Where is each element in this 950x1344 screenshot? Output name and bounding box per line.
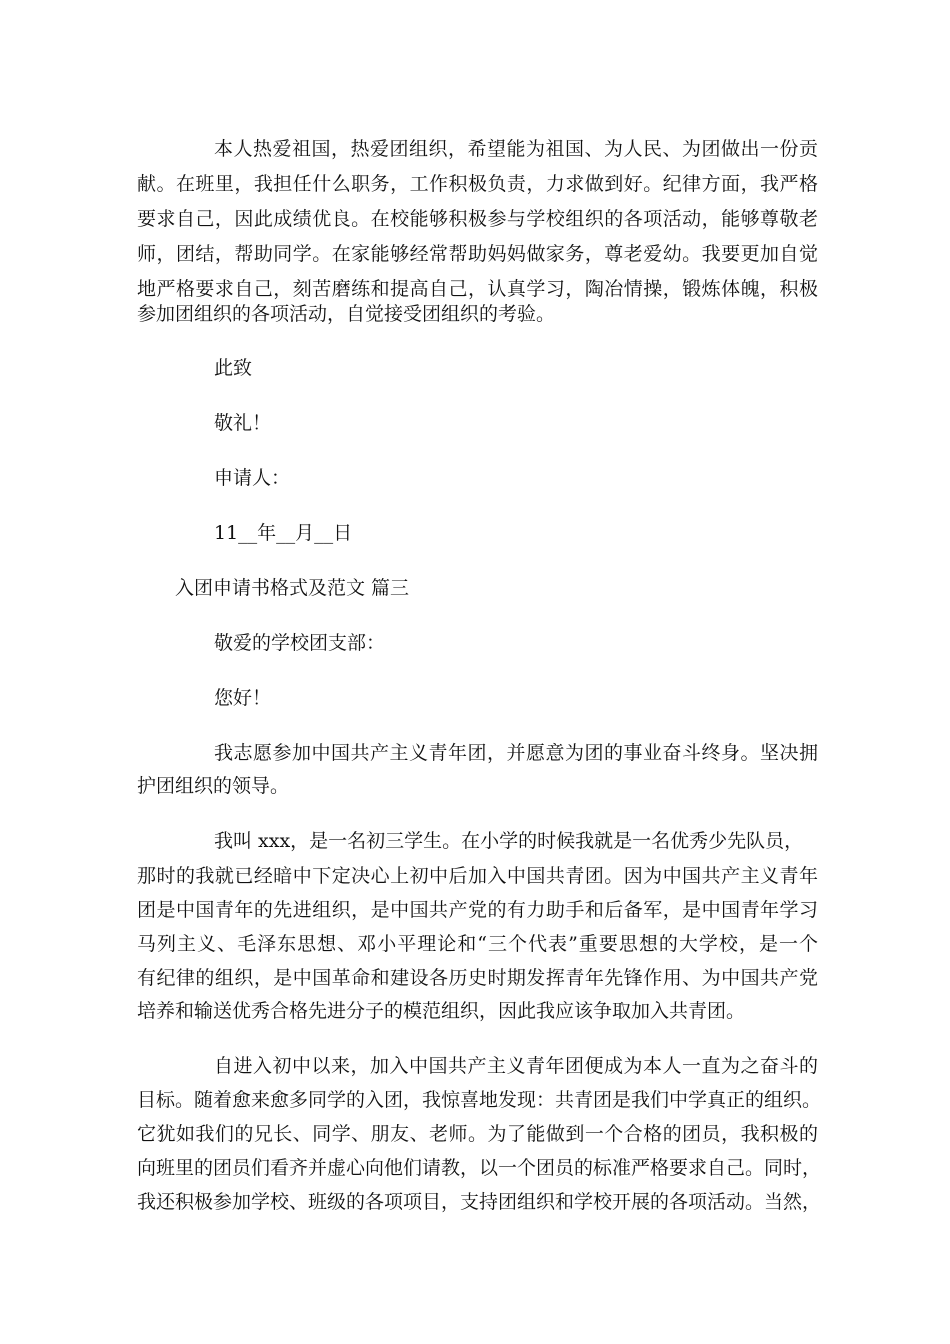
paragraph-line: 本人热爱祖国，热爱团组织，希望能为祖国、为人民、为团做出一份贡 (214, 138, 818, 160)
paragraph-line: 自进入初中以来，加入中国共产主义青年团便成为本人一直为之奋斗的 (214, 1055, 818, 1077)
paragraph-line: 有纪律的组织，是中国革命和建设各历史时期发挥青年先锋作用、为中国共产党 (137, 967, 818, 989)
section-heading: 入团申请书格式及范文 篇三 (175, 577, 410, 599)
paragraph-line: 它犹如我们的兄长、同学、朋友、老师。为了能做到一个合格的团员，我积极的 (137, 1123, 818, 1145)
paragraph-line: 那时的我就已经暗中下定决心上初中后加入中国共青团。因为中国共产主义青年 (137, 865, 818, 887)
paragraph-line: 我志愿参加中国共产主义青年团，并愿意为团的事业奋斗终身。坚决拥 (214, 742, 818, 764)
paragraph-line: 马列主义、毛泽东思想、邓小平理论和“三个代表”重要思想的大学校，是一个 (137, 933, 818, 955)
paragraph-line: 我还积极参加学校、班级的各项项目，支持团组织和学校开展的各项活动。当然， (137, 1191, 822, 1213)
applicant-label: 申请人： (214, 467, 291, 489)
paragraph-line: 培养和输送优秀合格先进分子的模范组织，因此我应该争取加入共青团。 (137, 1000, 746, 1022)
paragraph-line: 护团组织的领导。 (137, 775, 290, 797)
closing-jingli: 敬礼！ (214, 412, 272, 434)
letter-greeting: 您好！ (214, 687, 272, 709)
paragraph-line: 地严格要求自己，刻苦磨练和提高自己，认真学习，陶冶情操，锻炼体魄，积极 (137, 278, 818, 300)
paragraph-line: 献。在班里，我担任什么职务，工作积极负责，力求做到好。纪律方面，我严格 (137, 173, 818, 195)
letter-salutation: 敬爱的学校团支部： (214, 632, 386, 654)
date-line: 11__年__月__日 (214, 522, 353, 544)
paragraph-line: 目标。随着愈来愈多同学的入团，我惊喜地发现：共青团是我们中学真正的组织。 (137, 1089, 822, 1111)
paragraph-line: 参加团组织的各项活动，自觉接受团组织的考验。 (137, 303, 556, 325)
paragraph-line: 要求自己，因此成绩优良。在校能够积极参与学校组织的各项活动，能够尊敬老 (137, 208, 818, 230)
paragraph-line: 团是中国青年的先进组织，是中国共产党的有力助手和后备军，是中国青年学习 (137, 899, 818, 921)
paragraph-line: 向班里的团员们看齐并虚心向他们请教，以一个团员的标准严格要求自己。同时， (137, 1157, 822, 1179)
closing-cizhi: 此致 (214, 357, 253, 379)
paragraph-line: 师，团结，帮助同学。在家能够经常帮助妈妈做家务，尊老爱幼。我要更加自觉 (137, 243, 818, 265)
paragraph-line: 我叫 xxx，是一名初三学生。在小学的时候我就是一名优秀少先队员， (214, 830, 804, 852)
